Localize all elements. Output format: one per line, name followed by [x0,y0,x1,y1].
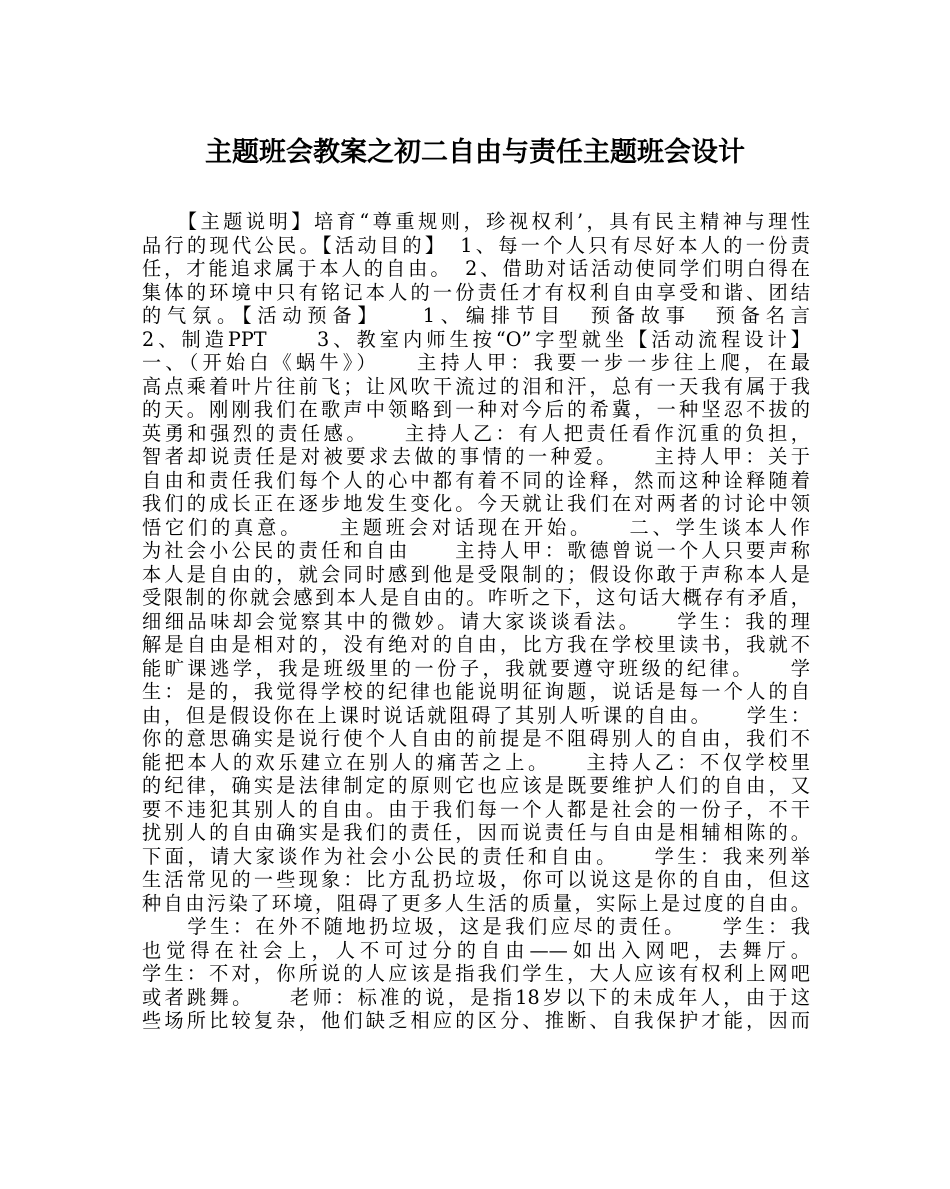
document-title: 主题班会教案之初二自由与责任主题班会设计 [205,137,745,168]
body-line: 些场所比较复杂，他们缺乏相应的区分、推断、自我保护才能，因而 [142,1009,810,1032]
body-line: 自由和责任我们每个人的心中都有着不同的诠释，然而这种诠释随着 [142,468,810,492]
body-line: 【主题说明】培育“尊重规则，珍视权利’，具有民主精神与理性 [142,210,810,233]
body-line: 种自由污染了环境，阻碍了更多人生活的质量，实际上是过度的自由。 [142,891,810,915]
body-line: 为社会小公民的责任和自由 主持人甲：歌德曾说一个人只要声称 [142,539,810,562]
body-line: 品行的现代公民。【活动目的】 1、每一个人只有尽好本人的一份责 [142,233,810,257]
body-line: 或者跳舞。 老师：标准的说，是指18岁以下的未成年人，由于这 [142,985,810,1009]
body-line: 集体的环境中只有铭记本人的一份责任才有权利自由享受和谐、团结 [142,280,810,304]
body-line: 2、制造PPT 3、教室内师生按“O”字型就坐【活动流程设计】 [142,327,810,351]
body-line: 扰别人的自由确实是我们的责任，因而说责任与自由是相辅相陈的。 [142,821,810,844]
body-line: 的纪律，确实是法律制定的原则它也应该是既要维护人们的自由，又 [142,774,810,797]
body-line: 学生：在外不随地扔垃圾，这是我们应尽的责任。 学生：我 [142,915,810,938]
body-line: 本人是自由的，就会同时感到他是受限制的；假设你敢于声称本人是 [142,562,810,586]
body-line: 英勇和强烈的责任感。 主持人乙：有人把责任看作沉重的负担， [142,421,810,445]
body-line: 悟它们的真意。 主题班会对话现在开始。 二、学生谈本人作 [142,515,810,539]
document-body [142,210,810,1033]
body-line: 你的意思确实是说行使个人自由的前提是不阻碍别人的自由，我们不 [142,727,810,750]
body-line: 也觉得在社会上，人不可过分的自由——如出入网吧，去舞厅。 [142,938,810,962]
body-line: 生活常见的一些现象：比方乱扔垃圾，你可以说这是你的自由，但这 [142,868,810,891]
body-line: 我们的成长正在逐步地发生变化。今天就让我们在对两者的讨论中领 [142,492,810,515]
body-line: 的气氛。【活动预备】 1、编排节目 预备故事 预备名言 [142,304,810,327]
body-line: 要不违犯其别人的自由。由于我们每一个人都是社会的一份子，不干 [142,797,810,821]
body-line: 下面，请大家谈作为社会小公民的责任和自由。 学生：我来列举 [142,844,810,868]
body-line: 解是自由是相对的，没有绝对的自由，比方我在学校里读书，我就不 [142,633,810,656]
body-line: 任，才能追求属于本人的自由。 2、借助对话活动使同学们明白得在 [142,257,810,280]
body-line: 能旷课逃学，我是班级里的一份子，我就要遵守班级的纪律。 学 [142,656,810,680]
body-line: 细细品味却会觉察其中的微妙。请大家谈谈看法。 学生：我的理 [142,609,810,633]
body-line: 由，但是假设你在上课时说话就阻碍了其别人听课的自由。 学生： [142,703,810,727]
body-line: 学生：不对，你所说的人应该是指我们学生，大人应该有权利上网吧 [142,962,810,985]
body-line: 高点乘着叶片往前飞；让风吹干流过的泪和汗，总有一天我有属于我 [142,374,810,398]
body-line: 一、（开始白《蜗牛》） 主持人甲：我要一步一步往上爬，在最 [142,351,810,374]
body-line: 的天。刚刚我们在歌声中领略到一种对今后的希冀，一种坚忍不拔的 [142,398,810,421]
body-line: 能把本人的欢乐建立在别人的痛苦之上。 主持人乙：不仅学校里 [142,750,810,774]
body-line: 生：是的，我觉得学校的纪律也能说明征询题，说话是每一个人的自 [142,680,810,703]
body-line: 智者却说责任是对被要求去做的事情的一种爱。 主持人甲：关于 [142,445,810,468]
body-line: 受限制的你就会感到本人是自由的。咋听之下，这句话大概存有矛盾， [142,586,810,609]
